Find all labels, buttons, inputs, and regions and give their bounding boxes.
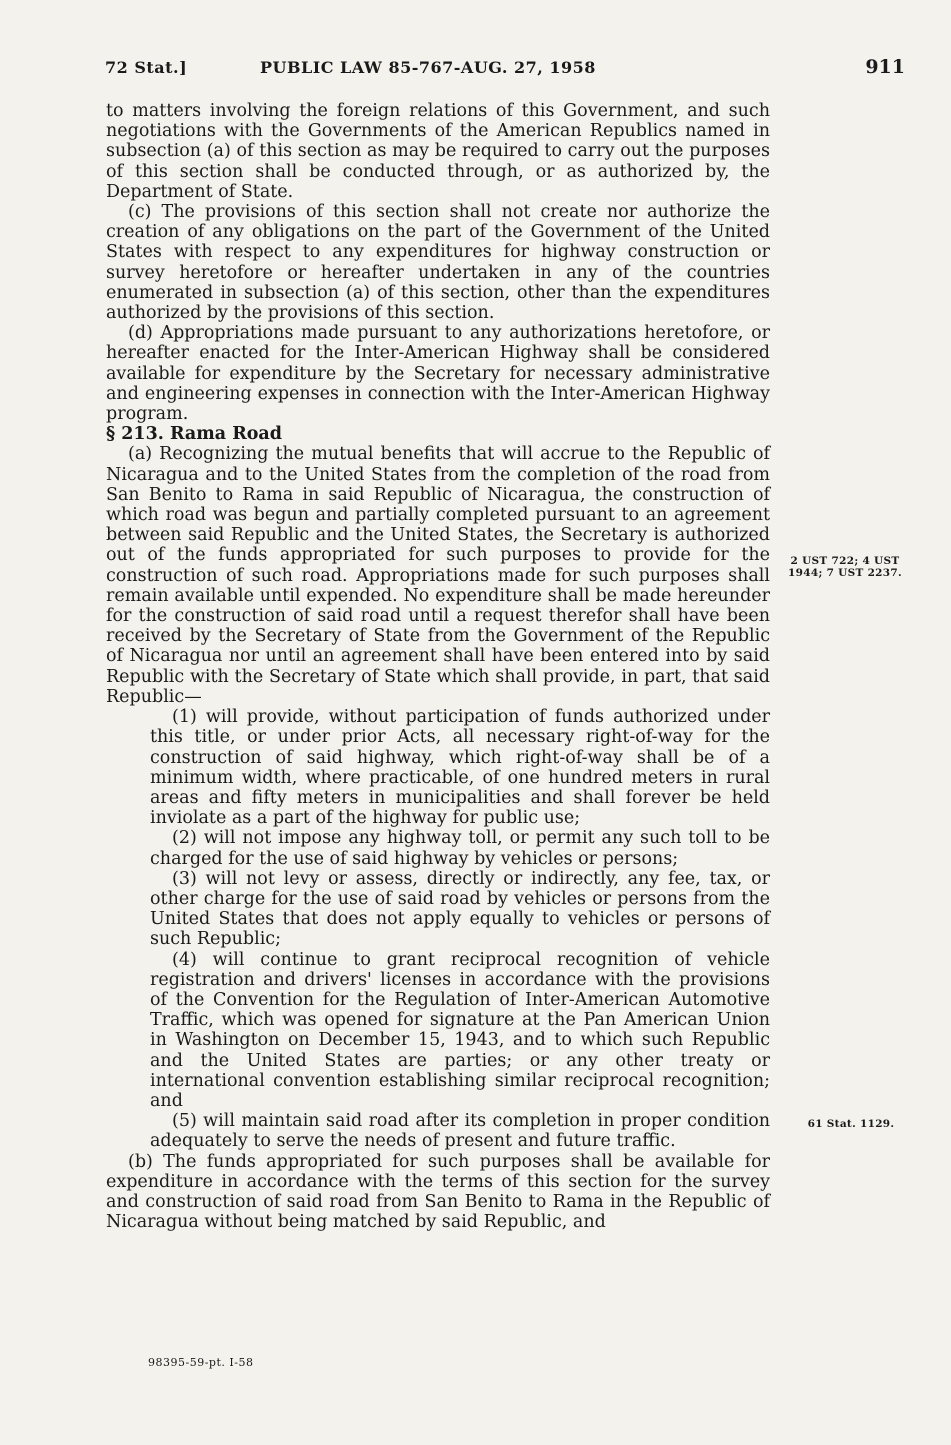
list-item-3: (3) will not levy or assess, directly or indirectly, any fee, tax, or other charge for the use of said road by vehicles or persons from the United States that does not apply equally to vehicles or persons of such Republic; (150, 868, 770, 950)
statute-volume: 72 Stat.] (105, 58, 188, 77)
print-code-footer: 98395-59-pt. I-58 (148, 1356, 254, 1369)
running-title: PUBLIC LAW 85-767-AUG. 27, 1958 (260, 58, 596, 77)
page-header (105, 58, 905, 88)
list-item-4: (4) will continue to grant reciprocal recognition of vehicle registration and drivers' licenses in accordance with the provisions of the Convention for the Regulation of Inter-American Automotive Traffic, which was opened for signature at the Pan American Union in Washington on December 15, 1943, and to which such Republic and the United States are parties; or any other treaty or international convention establishing similar reciprocal recognition; and (150, 949, 770, 1111)
paragraph-c: (c) The provisions of this section shall not create nor authorize the creation of any obligations on the part of the Government of the United States with respect to any expenditures for highway construction or survey heretofore or hereafter undertaken in any of the countries enumerated in subsection (a) of this section, other than the expenditures authorized by the provisions of this section. (106, 202, 770, 324)
page-number: 911 (865, 56, 905, 78)
paragraph-d: (d) Appropriations made pursuant to any authorizations heretofore, or hereafter enacted for the Inter-American Highway shall be considered available for expenditure by the Secretary for necessary administrative and engineering expenses in connection with the Inter-American Highway program. (106, 323, 770, 425)
margin-citation-stat: 61 Stat. 1129. (807, 1118, 895, 1130)
list-item-2: (2) will not impose any highway toll, or permit any such toll to be charged for the use of said highway by vehicles or persons; (150, 828, 770, 869)
list-item-5: (5) will maintain said road after its completion in proper condition adequately to serve the needs of present and future traffic. (150, 1111, 770, 1152)
section-heading: § 213. Rama Road (106, 424, 282, 445)
list-item-1: (1) will provide, without participation of funds authorized under this title, or under prior Acts, all necessary right-of-way for the construction of said highway, which right-of-way shall be of a minimum width, where practicable, of one hundred meters in rural areas and fifty meters in municipalities and shall forever be held inviolate as a part of the highway for public use; (150, 707, 770, 829)
paragraph-b: (b) The funds appropriated for such purposes shall be available for expenditure in accordance with the terms of this section for the survey and construction of said road from San Benito to Rama in the Republic of Nicaragua without being matched by said Republic, and (106, 1151, 770, 1233)
paragraph-intro: to matters involving the foreign relations of this Government, and such negotiations with the Governments of the American Republics named in subsection (a) of this section as may be required to carry out the purposes of this section shall be conducted through, or as authorized by, the Department of State. (106, 101, 770, 202)
margin-citation-ust: 2 UST 722; 4 UST 1944; 7 UST 2237. (788, 555, 902, 579)
body-text (106, 101, 770, 1232)
paragraph-a: (a) Recognizing the mutual benefits that will accrue to the Republic of Nicaragua and to the United States from the completion of the road from San Benito to Rama in said Republic of Nicaragua, the construction of which road was begun and partially completed pursuant to an agreement between said Republic and the United States, the Secretary is authorized out of the funds appropriated for such purposes to provide for the construction of such road. Appropriations made for such purposes shall remain available until expended. No expenditure shall be made hereunder for the construction of said road until a request therefor shall have been received by the Secretary of State from the Government of the Republic of Nicaragua nor until an agreement shall have been entered into by said Republic with the Secretary of State which shall provide, in part, that said Republic— (106, 444, 770, 707)
